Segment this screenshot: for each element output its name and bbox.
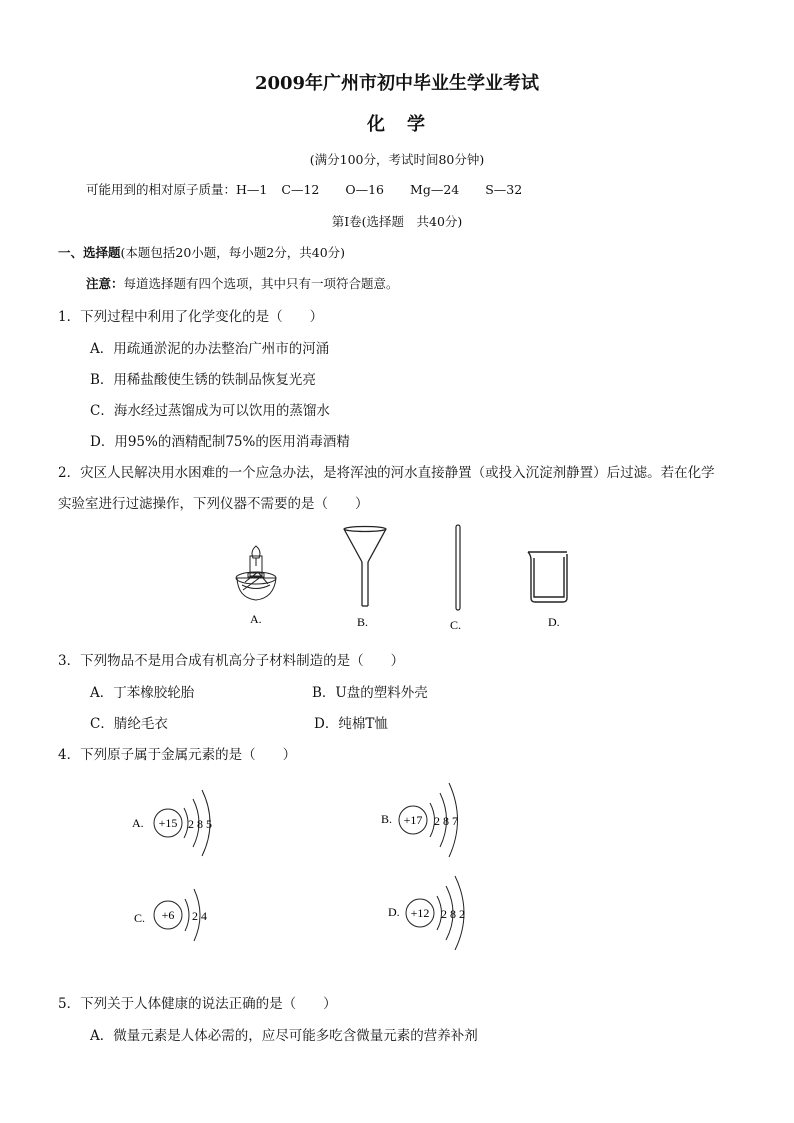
q5-option-a: A．微量元素是人体必需的，应尽可能多吃含微量元素的营养补剂 [90, 1028, 478, 1044]
atomic-mass-label: 可能用到的相对原子质量： [86, 182, 237, 197]
q2-stem-line2: 实验室进行过滤操作，下列仪器不需要的是（ ） [58, 496, 369, 512]
atomic-mass-mg: Mg—24 [410, 182, 460, 197]
atom-b-nucleus: +17 [403, 813, 423, 827]
atomic-mass-o: O—16 [345, 182, 385, 197]
volume-title: 第Ⅰ卷(选择题 共40分) [331, 214, 463, 229]
q4-stem: 4．下列原子属于金属元素的是（ ） [58, 747, 297, 763]
exam-title: 2009年广州市初中毕业生学业考试 [254, 73, 540, 94]
atom-d-label: D. [388, 905, 400, 919]
q2-stem-line1: 2．灾区人民解决用水困难的一个应急办法，是将浑浊的河水直接静置（或投入沉淀剂静置）后过滤。若在化学 [58, 465, 715, 481]
q1-option-c: C．海水经过蒸馏成为可以饮用的蒸馏水 [90, 403, 330, 419]
q3-stem: 3．下列物品不是用合成有机高分子材料制造的是（ ） [58, 653, 405, 669]
atom-c-electrons: 2 4 [192, 909, 207, 923]
atom-b-label: B. [381, 812, 393, 826]
q3-option-a: A．丁苯橡胶轮胎 [90, 685, 195, 701]
note-text: 每道选择题有四个选项，其中只有一项符合题意。 [123, 276, 399, 291]
atom-diagram-d [388, 876, 465, 950]
q3-option-b: B．U盘的塑料外壳 [312, 685, 428, 701]
q5-stem: 5．下列关于人体健康的说法正确的是（ ） [58, 996, 337, 1012]
q1-stem: 1．下列过程中利用了化学变化的是（ ） [58, 309, 324, 325]
atom-a-electrons: 2 8 5 [188, 817, 212, 831]
atom-d-nucleus: +12 [410, 906, 430, 920]
atom-diagram-b [381, 783, 458, 857]
q2-label-c: C. [450, 618, 462, 632]
q2-label-d: D. [548, 615, 560, 629]
atom-d-electrons: 2 8 2 [441, 907, 465, 921]
section-heading-desc: (本题包括20小题，每小题2分，共40分) [120, 245, 346, 260]
q2-label-b: B. [357, 615, 369, 629]
atomic-mass-s: S—32 [485, 182, 523, 197]
atom-c-nucleus: +6 [161, 908, 175, 922]
atom-diagram-a [132, 790, 212, 856]
atom-a-nucleus: +15 [158, 816, 178, 830]
exam-info: (满分100分，考试时间80分钟) [309, 152, 485, 167]
q3-option-c: C．腈纶毛衣 [90, 716, 168, 732]
q2-label-a: A. [250, 612, 262, 626]
q1-option-b: B．用稀盐酸使生锈的铁制品恢复光亮 [90, 372, 316, 388]
atom-c-label: C. [134, 911, 146, 925]
q1-option-a: A．用疏通淤泥的办法整治广州市的河涌 [90, 341, 330, 357]
q3-option-d: D．纯棉T恤 [314, 716, 388, 732]
atom-diagram-c [134, 889, 207, 941]
subject-title: 化 学 [367, 114, 427, 135]
atomic-mass-h: H—1 [236, 182, 268, 197]
atom-b-electrons: 2 8 7 [434, 814, 458, 828]
section-heading-label: 一、选择题 [58, 245, 121, 260]
note-label: 注意： [86, 276, 124, 291]
atomic-mass-c: C—12 [281, 182, 320, 197]
atom-a-label: A. [132, 816, 144, 830]
q1-option-d: D．用95%的酒精配制75%的医用消毒酒精 [90, 434, 350, 450]
